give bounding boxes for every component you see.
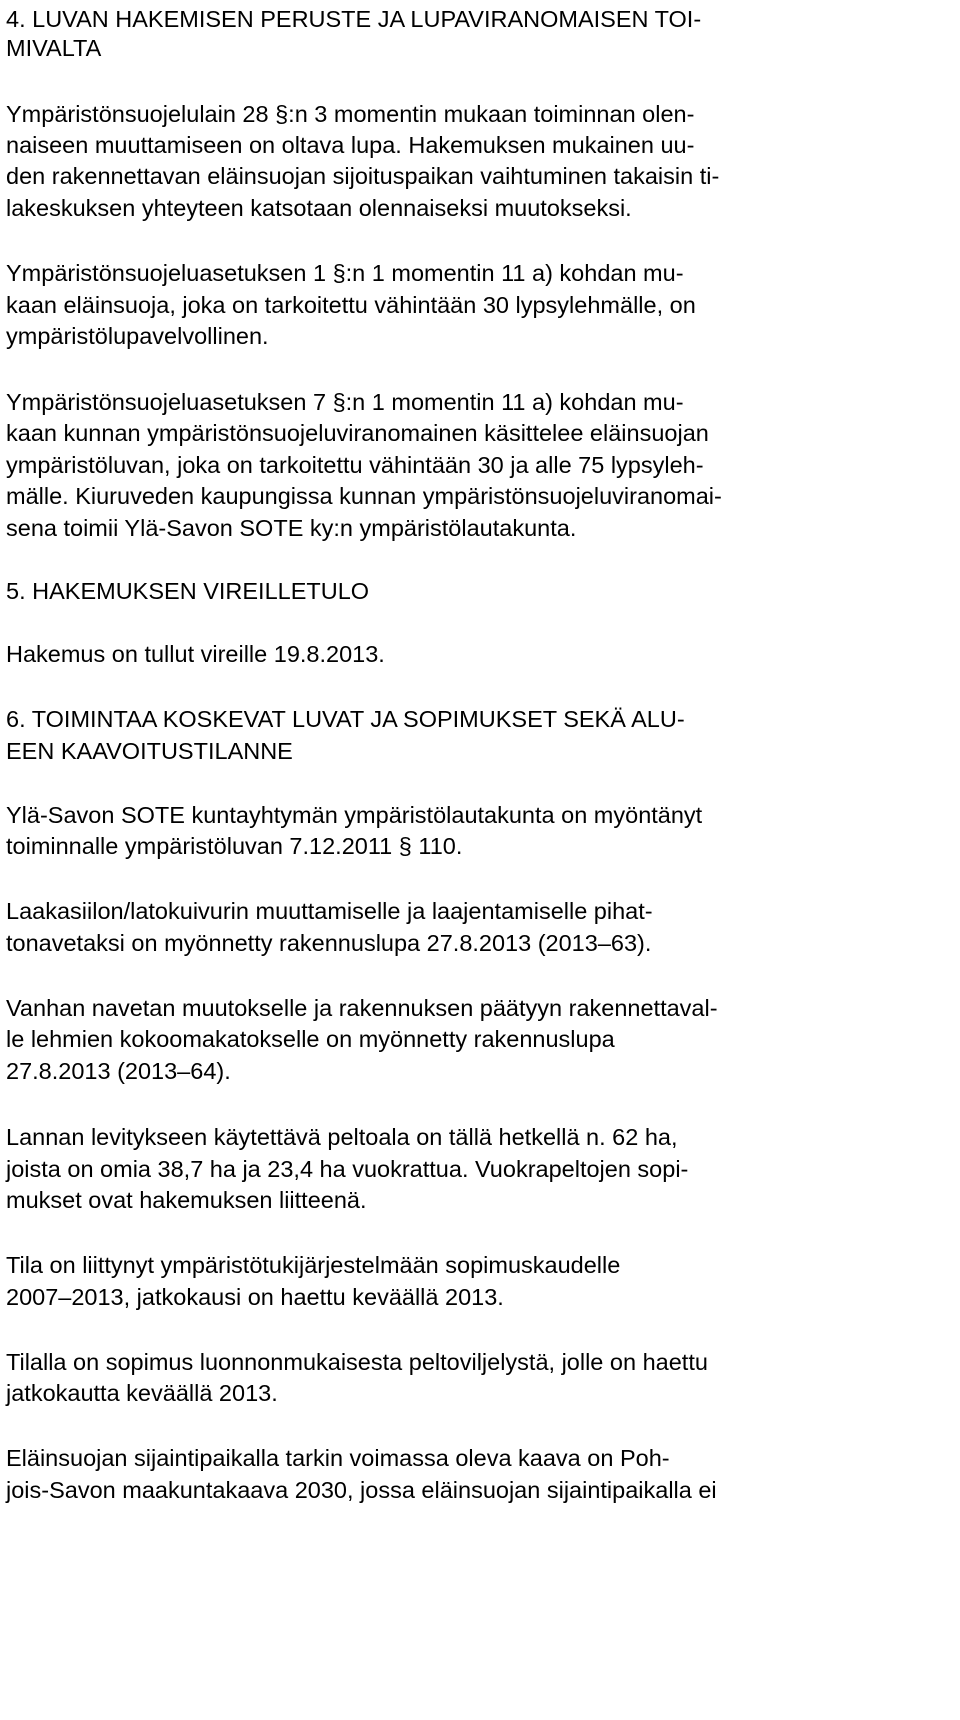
paragraph-line: 2007–2013, jatkokausi on haettu keväällä 2013. xyxy=(6,1284,504,1310)
paragraph-line: jois-Savon maakuntakaava 2030, jossa eläinsuojan sijaintipaikalla ei xyxy=(6,1477,717,1503)
section-6-heading-line-2: EEN KAAVOITUSTILANNE xyxy=(6,738,293,764)
paragraph-line: mälle. Kiuruveden kaupungissa kunnan ympäristönsuojeluviranomai- xyxy=(6,483,722,509)
paragraph-line: Tila on liittynyt ympäristötukijärjestelmään sopimuskaudelle xyxy=(6,1252,621,1278)
paragraph-line: Ylä-Savon SOTE kuntayhtymän ympäristölautakunta on myöntänyt xyxy=(6,802,703,828)
paragraph-line: ympäristöluvan, joka on tarkoitettu vähintään 30 ja alle 75 lypsyleh- xyxy=(6,452,704,478)
section-6-heading-line-1: 6. TOIMINTAA KOSKEVAT LUVAT JA SOPIMUKSET SEKÄ ALU- xyxy=(6,706,685,732)
section-4-heading-line-1: 4. LUVAN HAKEMISEN PERUSTE JA LUPAVIRANOMAISEN TOI- xyxy=(6,6,702,32)
paragraph-line: Ympäristönsuojeluasetuksen 1 §:n 1 momentin 11 a) kohdan mu- xyxy=(6,260,684,286)
paragraph-line: Eläinsuojan sijaintipaikalla tarkin voimassa oleva kaava on Poh- xyxy=(6,1445,670,1471)
paragraph-line: kaan eläinsuoja, joka on tarkoitettu vähintään 30 lypsylehmälle, on xyxy=(6,292,696,318)
paragraph-line: Hakemus on tullut vireille 19.8.2013. xyxy=(6,641,385,667)
paragraph-line: tonavetaksi on myönnetty rakennuslupa 27.8.2013 (2013–63). xyxy=(6,930,652,956)
paragraph-line: le lehmien kokoomakatokselle on myönnetty rakennuslupa xyxy=(6,1026,615,1052)
paragraph-line: kaan kunnan ympäristönsuojeluviranomainen käsittelee eläinsuojan xyxy=(6,420,709,446)
paragraph-line: toiminnalle ympäristöluvan 7.12.2011 § 110. xyxy=(6,833,463,859)
paragraph-line: Tilalla on sopimus luonnonmukaisesta peltoviljelystä, jolle on haettu xyxy=(6,1349,708,1375)
paragraph-line: joista on omia 38,7 ha ja 23,4 ha vuokrattua. Vuokrapeltojen sopi- xyxy=(6,1156,689,1182)
paragraph-line: Ympäristönsuojelulain 28 §:n 3 momentin mukaan toiminnan olen- xyxy=(6,101,695,127)
paragraph-line: Vanhan navetan muutokselle ja rakennuksen päätyyn rakennettaval- xyxy=(6,995,718,1021)
paragraph-line: Laakasiilon/latokuivurin muuttamiselle ja laajentamiselle pihat- xyxy=(6,898,653,924)
section-4-heading-line-2: MIVALTA xyxy=(6,35,102,61)
section-5-heading: 5. HAKEMUKSEN VIREILLETULO xyxy=(6,578,370,604)
paragraph-line: 27.8.2013 (2013–64). xyxy=(6,1058,231,1084)
paragraph-line: den rakennettavan eläinsuojan sijoituspaikan vaihtuminen takaisin ti- xyxy=(6,163,720,189)
paragraph-line: naiseen muuttamiseen on oltava lupa. Hakemuksen mukainen uu- xyxy=(6,132,695,158)
paragraph-line: mukset ovat hakemuksen liitteenä. xyxy=(6,1187,367,1213)
paragraph-line: sena toimii Ylä-Savon SOTE ky:n ympäristölautakunta. xyxy=(6,515,577,541)
paragraph-line: lakeskuksen yhteyteen katsotaan olennaiseksi muutokseksi. xyxy=(6,195,632,221)
paragraph-line: Ympäristönsuojeluasetuksen 7 §:n 1 momentin 11 a) kohdan mu- xyxy=(6,389,684,415)
paragraph-line: jatkokautta keväällä 2013. xyxy=(6,1380,278,1406)
paragraph-line: ympäristölupavelvollinen. xyxy=(6,323,269,349)
paragraph-line: Lannan levitykseen käytettävä peltoala on tällä hetkellä n. 62 ha, xyxy=(6,1124,678,1150)
